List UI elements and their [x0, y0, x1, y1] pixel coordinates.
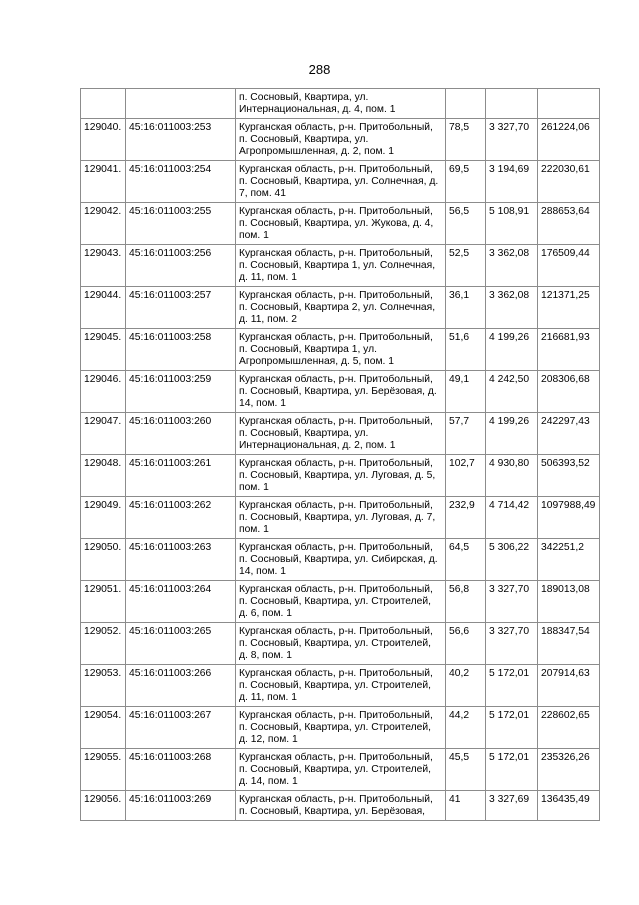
total-value-cell — [538, 89, 600, 119]
price-per-unit-cell: 5 108,91 — [486, 203, 538, 245]
page-number: 288 — [308, 62, 331, 77]
area-cell: 45,5 — [446, 749, 486, 791]
price-per-unit-cell: 5 172,01 — [486, 707, 538, 749]
area-cell: 41 — [446, 791, 486, 821]
table-row — [81, 455, 600, 497]
table-row — [81, 119, 600, 161]
cadastral-number-cell: 45:16:011003:260 — [126, 413, 236, 455]
cadastral-number-cell: 45:16:011003:262 — [126, 497, 236, 539]
row-number-cell: 129041. — [81, 161, 126, 203]
total-value-cell: 189013,08 — [538, 581, 600, 623]
address-cell: Курганская область, р-н. Притобольный, п. Сосновый, Квартира 1, ул. Агропромышленная, д. 5, пом. 1 — [236, 329, 446, 371]
area-cell: 78,5 — [446, 119, 486, 161]
row-number-cell: 129053. — [81, 665, 126, 707]
cadastral-number-cell: 45:16:011003:256 — [126, 245, 236, 287]
total-value-cell: 216681,93 — [538, 329, 600, 371]
table-row — [81, 329, 600, 371]
table-body — [81, 89, 600, 821]
address-cell: Курганская область, р-н. Притобольный, п. Сосновый, Квартира, ул. Строителей, д. 12, пом. 1 — [236, 707, 446, 749]
area-cell: 56,6 — [446, 623, 486, 665]
cadastral-number-cell: 45:16:011003:269 — [126, 791, 236, 821]
total-value-cell: 136435,49 — [538, 791, 600, 821]
area-cell: 102,7 — [446, 455, 486, 497]
area-cell: 52,5 — [446, 245, 486, 287]
total-value-cell: 222030,61 — [538, 161, 600, 203]
row-number-cell: 129051. — [81, 581, 126, 623]
address-cell: Курганская область, р-н. Притобольный, п. Сосновый, Квартира, ул. Строителей, д. 14, пом. 1 — [236, 749, 446, 791]
row-number-cell: 129045. — [81, 329, 126, 371]
table-row — [81, 161, 600, 203]
price-per-unit-cell: 3 327,70 — [486, 581, 538, 623]
area-cell — [446, 89, 486, 119]
row-number-cell: 129049. — [81, 497, 126, 539]
cadastral-number-cell: 45:16:011003:258 — [126, 329, 236, 371]
cadastral-number-cell: 45:16:011003:261 — [126, 455, 236, 497]
price-per-unit-cell: 5 172,01 — [486, 665, 538, 707]
total-value-cell: 121371,25 — [538, 287, 600, 329]
row-number-cell: 129044. — [81, 287, 126, 329]
address-cell: Курганская область, р-н. Притобольный, п. Сосновый, Квартира, ул. Берёзовая, д. 14, пом. 1 — [236, 371, 446, 413]
total-value-cell: 342251,2 — [538, 539, 600, 581]
table-row — [81, 581, 600, 623]
row-number-cell: 129055. — [81, 749, 126, 791]
row-number-cell: 129056. — [81, 791, 126, 821]
row-number-cell: 129046. — [81, 371, 126, 413]
row-number-cell: 129043. — [81, 245, 126, 287]
registry-table — [80, 88, 600, 821]
total-value-cell: 506393,52 — [538, 455, 600, 497]
cadastral-number-cell: 45:16:011003:257 — [126, 287, 236, 329]
table-row — [81, 539, 600, 581]
price-per-unit-cell: 3 327,70 — [486, 119, 538, 161]
table-row — [81, 413, 600, 455]
price-per-unit-cell: 3 327,70 — [486, 623, 538, 665]
price-per-unit-cell — [486, 89, 538, 119]
row-number-cell: 129048. — [81, 455, 126, 497]
total-value-cell: 228602,65 — [538, 707, 600, 749]
address-cell: Курганская область, р-н. Притобольный, п. Сосновый, Квартира, ул. Жукова, д. 4, пом. 1 — [236, 203, 446, 245]
total-value-cell: 188347,54 — [538, 623, 600, 665]
total-value-cell: 1097988,49 — [538, 497, 600, 539]
total-value-cell: 288653,64 — [538, 203, 600, 245]
price-per-unit-cell: 4 930,80 — [486, 455, 538, 497]
address-cell: Курганская область, р-н. Притобольный, п. Сосновый, Квартира, ул. Солнечная, д. 7, пом. 41 — [236, 161, 446, 203]
table-row — [81, 497, 600, 539]
table-row — [81, 89, 600, 119]
address-cell: Курганская область, р-н. Притобольный, п. Сосновый, Квартира, ул. Агропромышленная, д. 2, пом. 1 — [236, 119, 446, 161]
table-row — [81, 749, 600, 791]
table-row — [81, 371, 600, 413]
table-row — [81, 623, 600, 665]
address-cell: Курганская область, р-н. Притобольный, п. Сосновый, Квартира, ул. Луговая, д. 5, пом. 1 — [236, 455, 446, 497]
cadastral-number-cell: 45:16:011003:253 — [126, 119, 236, 161]
cadastral-number-cell: 45:16:011003:265 — [126, 623, 236, 665]
address-cell: Курганская область, р-н. Притобольный, п. Сосновый, Квартира, ул. Сибирская, д. 14, пом. 1 — [236, 539, 446, 581]
cadastral-number-cell: 45:16:011003:267 — [126, 707, 236, 749]
table-row — [81, 245, 600, 287]
price-per-unit-cell: 5 306,22 — [486, 539, 538, 581]
area-cell: 40,2 — [446, 665, 486, 707]
area-cell: 49,1 — [446, 371, 486, 413]
total-value-cell: 207914,63 — [538, 665, 600, 707]
address-cell: Курганская область, р-н. Притобольный, п. Сосновый, Квартира, ул. Строителей, д. 8, пом. 1 — [236, 623, 446, 665]
price-per-unit-cell: 3 362,08 — [486, 245, 538, 287]
table-row — [81, 707, 600, 749]
area-cell: 69,5 — [446, 161, 486, 203]
table-row — [81, 287, 600, 329]
price-per-unit-cell: 3 327,69 — [486, 791, 538, 821]
area-cell: 232,9 — [446, 497, 486, 539]
cadastral-number-cell: 45:16:011003:259 — [126, 371, 236, 413]
address-cell: п. Сосновый, Квартира, ул. Интернациональная, д. 4, пом. 1 — [236, 89, 446, 119]
address-cell: Курганская область, р-н. Притобольный, п. Сосновый, Квартира, ул. Строителей, д. 6, пом. 1 — [236, 581, 446, 623]
area-cell: 56,8 — [446, 581, 486, 623]
row-number-cell: 129052. — [81, 623, 126, 665]
cadastral-number-cell: 45:16:011003:268 — [126, 749, 236, 791]
cadastral-number-cell — [126, 89, 236, 119]
cadastral-number-cell: 45:16:011003:255 — [126, 203, 236, 245]
price-per-unit-cell: 4 199,26 — [486, 329, 538, 371]
address-cell: Курганская область, р-н. Притобольный, п. Сосновый, Квартира 2, ул. Солнечная, д. 11, пом. 2 — [236, 287, 446, 329]
total-value-cell: 242297,43 — [538, 413, 600, 455]
row-number-cell: 129042. — [81, 203, 126, 245]
total-value-cell: 261224,06 — [538, 119, 600, 161]
address-cell: Курганская область, р-н. Притобольный, п. Сосновый, Квартира 1, ул. Солнечная, д. 11, пом. 1 — [236, 245, 446, 287]
price-per-unit-cell: 4 714,42 — [486, 497, 538, 539]
total-value-cell: 176509,44 — [538, 245, 600, 287]
price-per-unit-cell: 3 194,69 — [486, 161, 538, 203]
price-per-unit-cell: 4 242,50 — [486, 371, 538, 413]
address-cell: Курганская область, р-н. Притобольный, п. Сосновый, Квартира, ул. Берёзовая, — [236, 791, 446, 821]
table-row — [81, 791, 600, 821]
cadastral-number-cell: 45:16:011003:266 — [126, 665, 236, 707]
area-cell: 64,5 — [446, 539, 486, 581]
cadastral-number-cell: 45:16:011003:263 — [126, 539, 236, 581]
area-cell: 36,1 — [446, 287, 486, 329]
row-number-cell: 129054. — [81, 707, 126, 749]
total-value-cell: 208306,68 — [538, 371, 600, 413]
area-cell: 57,7 — [446, 413, 486, 455]
area-cell: 44,2 — [446, 707, 486, 749]
area-cell: 51,6 — [446, 329, 486, 371]
table-row — [81, 203, 600, 245]
area-cell: 56,5 — [446, 203, 486, 245]
price-per-unit-cell: 4 199,26 — [486, 413, 538, 455]
row-number-cell: 129040. — [81, 119, 126, 161]
row-number-cell — [81, 89, 126, 119]
address-cell: Курганская область, р-н. Притобольный, п. Сосновый, Квартира, ул. Луговая, д. 7, пом. 1 — [236, 497, 446, 539]
cadastral-number-cell: 45:16:011003:254 — [126, 161, 236, 203]
row-number-cell: 129050. — [81, 539, 126, 581]
row-number-cell: 129047. — [81, 413, 126, 455]
price-per-unit-cell: 5 172,01 — [486, 749, 538, 791]
table-row — [81, 665, 600, 707]
total-value-cell: 235326,26 — [538, 749, 600, 791]
price-per-unit-cell: 3 362,08 — [486, 287, 538, 329]
cadastral-number-cell: 45:16:011003:264 — [126, 581, 236, 623]
address-cell: Курганская область, р-н. Притобольный, п. Сосновый, Квартира, ул. Строителей, д. 11, пом. 1 — [236, 665, 446, 707]
address-cell: Курганская область, р-н. Притобольный, п. Сосновый, Квартира, ул. Интернациональная, д. 2, пом. 1 — [236, 413, 446, 455]
